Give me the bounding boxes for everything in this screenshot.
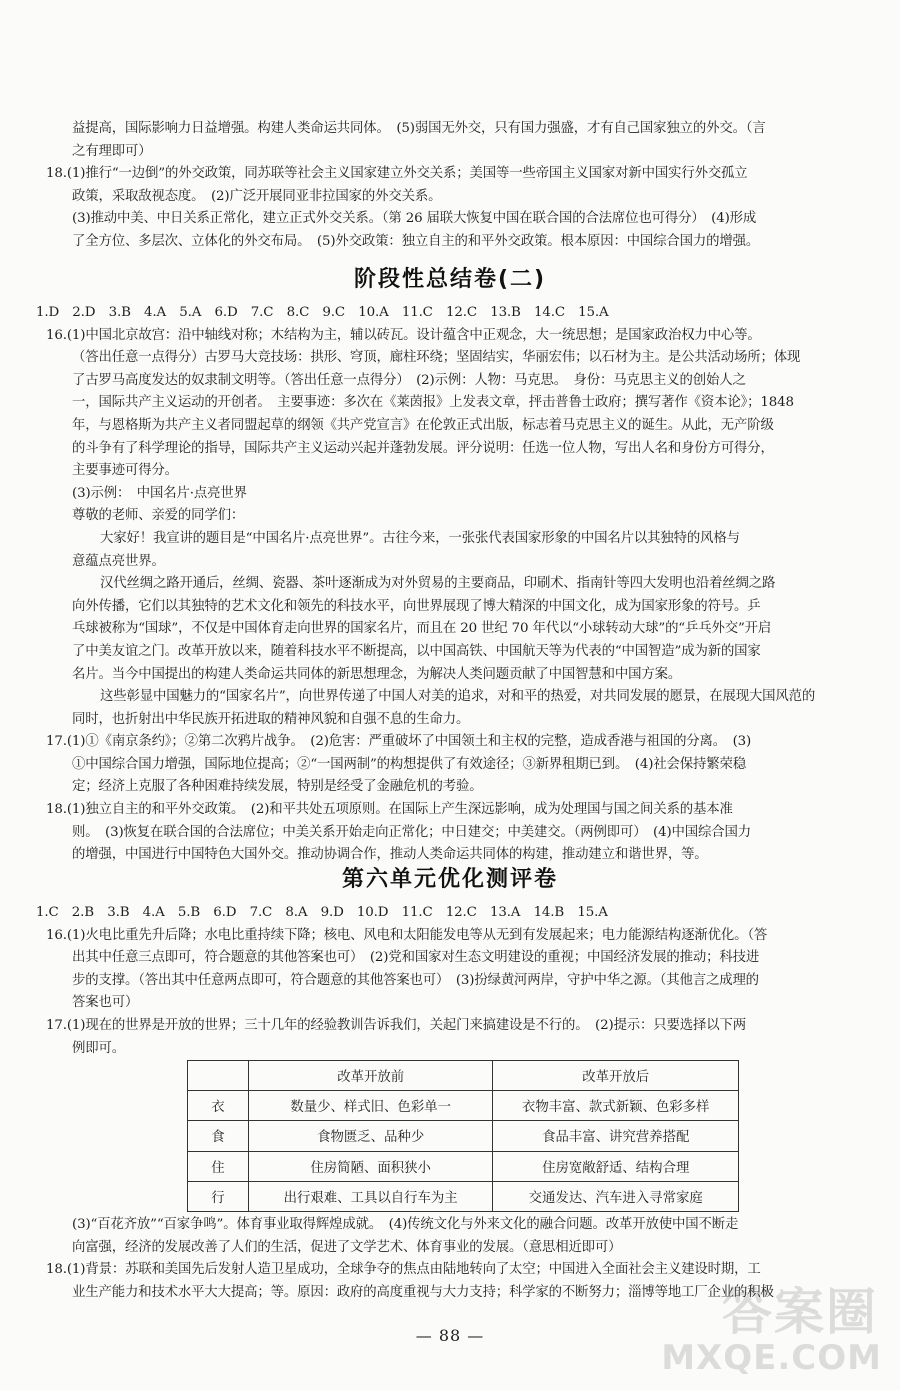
table-row: [188, 1091, 739, 1121]
section-unit-six: [30, 902, 880, 1060]
question-18-line: 业生产能力和技术水平大大提高；等。原因：政府的高度重视与大力支持；科学家的不断努力；淄博等地工厂企业的积极: [72, 1284, 774, 1300]
table-header-cell: 改革开放后: [493, 1061, 739, 1091]
table-row: [188, 1181, 739, 1211]
question-18-line: (3)推动中美、中日关系正常化，建立正式外交关系。（第 26 届联大恢复中国在联合国的合法席位也可得分） (4)形成: [72, 211, 757, 227]
reform-comparison-table: [187, 1060, 739, 1212]
table-cell: 住: [188, 1151, 249, 1181]
table-cell: 住房简陋、面积狭小: [248, 1151, 493, 1181]
speech-line: 大家好！我宣讲的题目是“中国名片·点亮世界”。古往今来，一张张代表国家形象的中国名片以其独特的风格与: [100, 530, 740, 546]
question-16-line: 一，国际共产主义运动的开创者。 主要事迹：多次在《莱茵报》上发表文章，抨击普鲁士政府；撰写著作《资本论》；1848: [72, 395, 794, 411]
speech-line: 向外传播，它们以其独特的艺术文化和领先的科技水平，向世界展现了博大精深的中国文化，成为国家形象的符号。乒: [72, 598, 761, 614]
speech-heading: (3)示例： 中国名片·点亮世界: [72, 485, 247, 501]
question-17-line: 向富强，经济的发展改善了人们的生活，促进了文学艺术、体育事业的发展。（意思相近即可）: [72, 1239, 622, 1255]
question-16-line: 年，与恩格斯为共产主义者同盟起草的纲领《共产党宣言》在伦敦正式出版，标志着马克思主义的诞生。从此，无产阶级: [72, 417, 774, 433]
question-18-line: 18.(1)独立自主的和平外交政策。 (2)和平共处五项原则。在国际上产生深远影响，成为处理国与国之间关系的基本准: [46, 802, 733, 818]
speech-line: 了中美友谊之门。改革开放以来，随着科技水平不断提高，以中国高铁、中国航天等为代表的“中国智造”成为新的国家: [72, 643, 761, 659]
question-17-line: 例即可。: [72, 1040, 125, 1056]
text-line: 益提高，国际影响力日益增强。构建人类命运共同体。 (5)弱国无外交，只有国力强盛，才有自己国家独立的外交。（言: [72, 121, 766, 136]
table-cell: 交通发达、汽车进入寻常家庭: [493, 1181, 739, 1211]
table-header-row: [188, 1061, 739, 1091]
question-16-line: 步的支撑。（答出其中任意两点即可，符合题意的其他答案也可） (3)扮绿黄河两岸，守护中华之源。（其他言之成理的: [72, 972, 759, 988]
question-16-line: 主要事迹可得分。: [72, 463, 178, 479]
speech-line: 意蕴点亮世界。: [72, 553, 165, 569]
speech-greeting: 尊敬的老师、亲爱的同学们：: [72, 508, 245, 524]
table-cell: 衣物丰富、款式新颖、色彩多样: [493, 1091, 739, 1121]
question-17-line: ①中国综合国力增强，国际地位提高；②“一国两制”的构想提供了有效途径；③新界租期已到。 (4)社会保持繁荣稳: [72, 756, 746, 772]
question-18-line: 18.(1)推行“一边倒”的外交政策，同苏联等社会主义国家建立外交关系；美国等一些帝国主义国家对新中国实行外交孤立: [46, 166, 748, 182]
text-line: 之有理即可）: [72, 143, 152, 159]
choice-answers: 1.D 2.D 3.B 4.A 5.A 6.D 7.C 8.C 9.C 10.A 11.C 12.C 13.B 14.C 15.A: [36, 305, 609, 320]
question-17-line: 17.(1)现在的世界是开放的世界；三十几年的经验教训告诉我们，关起门来搞建设是不行的。 (2)提示：只要选择以下两: [46, 1017, 746, 1033]
section-title-unit-six: 第六单元优化测评卷: [341, 867, 558, 892]
table-cell: 食: [188, 1121, 249, 1151]
watermark-url: MXQE.COM: [661, 1338, 882, 1378]
table-row: [188, 1151, 739, 1181]
table-row: [188, 1121, 739, 1151]
question-16-line: 16.(1)火电比重先升后降；水电比重持续下降；核电、风电和太阳能发电等从无到有发展起来；电力能源结构逐渐优化。（答: [46, 927, 768, 943]
question-18-line: 了全方位、多层次、立体化的外交布局。 (5)外交政策：独立自主的和平外交政策。根本原因：中国综合国力的增强。: [72, 233, 760, 249]
speech-line: 这些彰显中国魅力的“国家名片”，向世界传递了中国人对美的追求，对和平的热爱，对共同发展的愿景，在展现大国风范的: [100, 689, 816, 705]
question-16-line: 了古罗马高度发达的奴隶制文明等。（答出任意一点得分） (2)示例：人物：马克思。 身份：马克思主义的创始人之: [72, 372, 746, 388]
table-header-cell: [188, 1061, 249, 1091]
table-cell: 食品丰富、讲究营养搭配: [493, 1121, 739, 1151]
choice-answers: 1.C 2.B 3.B 4.A 5.B 6.D 7.C 8.A 9.D 10.D 11.C 12.C 13.A 14.B 15.A: [36, 905, 608, 920]
question-17-line: (3)“百花齐放”“百家争鸣”。体育事业取得辉煌成就。 (4)传统文化与外来文化的融合问题。改革开放使中国不断走: [72, 1217, 739, 1232]
table-header-cell: 改革开放前: [248, 1061, 493, 1091]
speech-line: 名片。当今中国提出的构建人类命运共同体的新思想理念，为解决人类问题贡献了中国智慧和中国方案。: [72, 666, 682, 682]
question-16-line: （答出任意一点得分）古罗马大竞技场：拱形、穹顶，廊柱环绕；坚固结实，华丽宏伟；以石材为主。是公共活动场所；体现: [72, 350, 801, 366]
watermark-text: 答案圈: [722, 1283, 878, 1341]
question-16-line: 的斗争有了科学理论的指导，国际共产主义运动兴起并蓬勃发展。评分说明：任选一位人物，写出人名和身份方可得分，: [72, 440, 774, 456]
page-number: — 88 —: [415, 1326, 485, 1345]
table-cell: 衣: [188, 1091, 249, 1121]
question-16-line: 答案也可）: [72, 995, 139, 1011]
question-17-line: 17.(1)①《南京条约》；②第二次鸦片战争。 (2)危害：严重破坏了中国领土和主权的完整，造成香港与祖国的分离。 (3): [46, 734, 752, 750]
section-stage-summary: [30, 302, 880, 867]
table-cell: 住房宽敞舒适、结构合理: [493, 1151, 739, 1181]
table-cell: 食物匮乏、品种少: [248, 1121, 493, 1151]
question-16-line: 出其中任意三点即可，符合题意的其他答案也可） (2)党和国家对生态文明建设的重视；中国经济发展的推动；科技进: [72, 950, 760, 966]
top-continuation: [30, 118, 880, 254]
question-16-line: 16.(1)中国北京故宫：沿中轴线对称；木结构为主，辅以砖瓦。设计蕴含中正观念，大一统思想；是国家政治权力中心等。: [46, 327, 761, 343]
table-cell: 行: [188, 1181, 249, 1211]
speech-line: 乓球被称为“国球”，不仅是中国体育走向世界的国家名片，而且在 20 世纪 70 年代以“小球转动大球”的“乒乓外交”开启: [72, 621, 772, 637]
speech-line: 汉代丝绸之路开通后，丝绸、瓷器、茶叶逐渐成为对外贸易的主要商品，印刷术、指南针等四大发明也沿着丝绸之路: [100, 576, 776, 592]
question-18-line: 政策，采取敌视态度。 (2)广泛开展同亚非拉国家的外交关系。: [72, 188, 442, 204]
section-title-stage-summary: 阶段性总结卷(二): [353, 267, 547, 292]
question-18-line: 的增强，中国进行中国特色大国外交。推动协调合作，推动人类命运共同体的构建，推动建立和谐世界，等。: [72, 847, 708, 863]
question-18-line: 则。 (3)恢复在联合国的合法席位；中美关系开始走向正常化；中日建交；中美建交。（两例即可） (4)中国综合国力: [72, 824, 751, 840]
question-17-line: 定；经济上克服了各种困难持续发展，特别是经受了金融危机的考验。: [72, 779, 483, 795]
question-18-line: 18.(1)背景：苏联和美国先后发射人造卫星成功，全球争夺的焦点由陆地转向了太空；中国进入全面社会主义建设时期，工: [46, 1262, 761, 1278]
table-cell: 出行艰难、工具以自行车为主: [248, 1181, 493, 1211]
watermark-logo: [661, 1266, 888, 1384]
table-cell: 数量少、样式旧、色彩单一: [248, 1091, 493, 1121]
speech-line: 同时，也折射出中华民族开拓进取的精神风貌和自强不息的生命力。: [72, 711, 470, 727]
